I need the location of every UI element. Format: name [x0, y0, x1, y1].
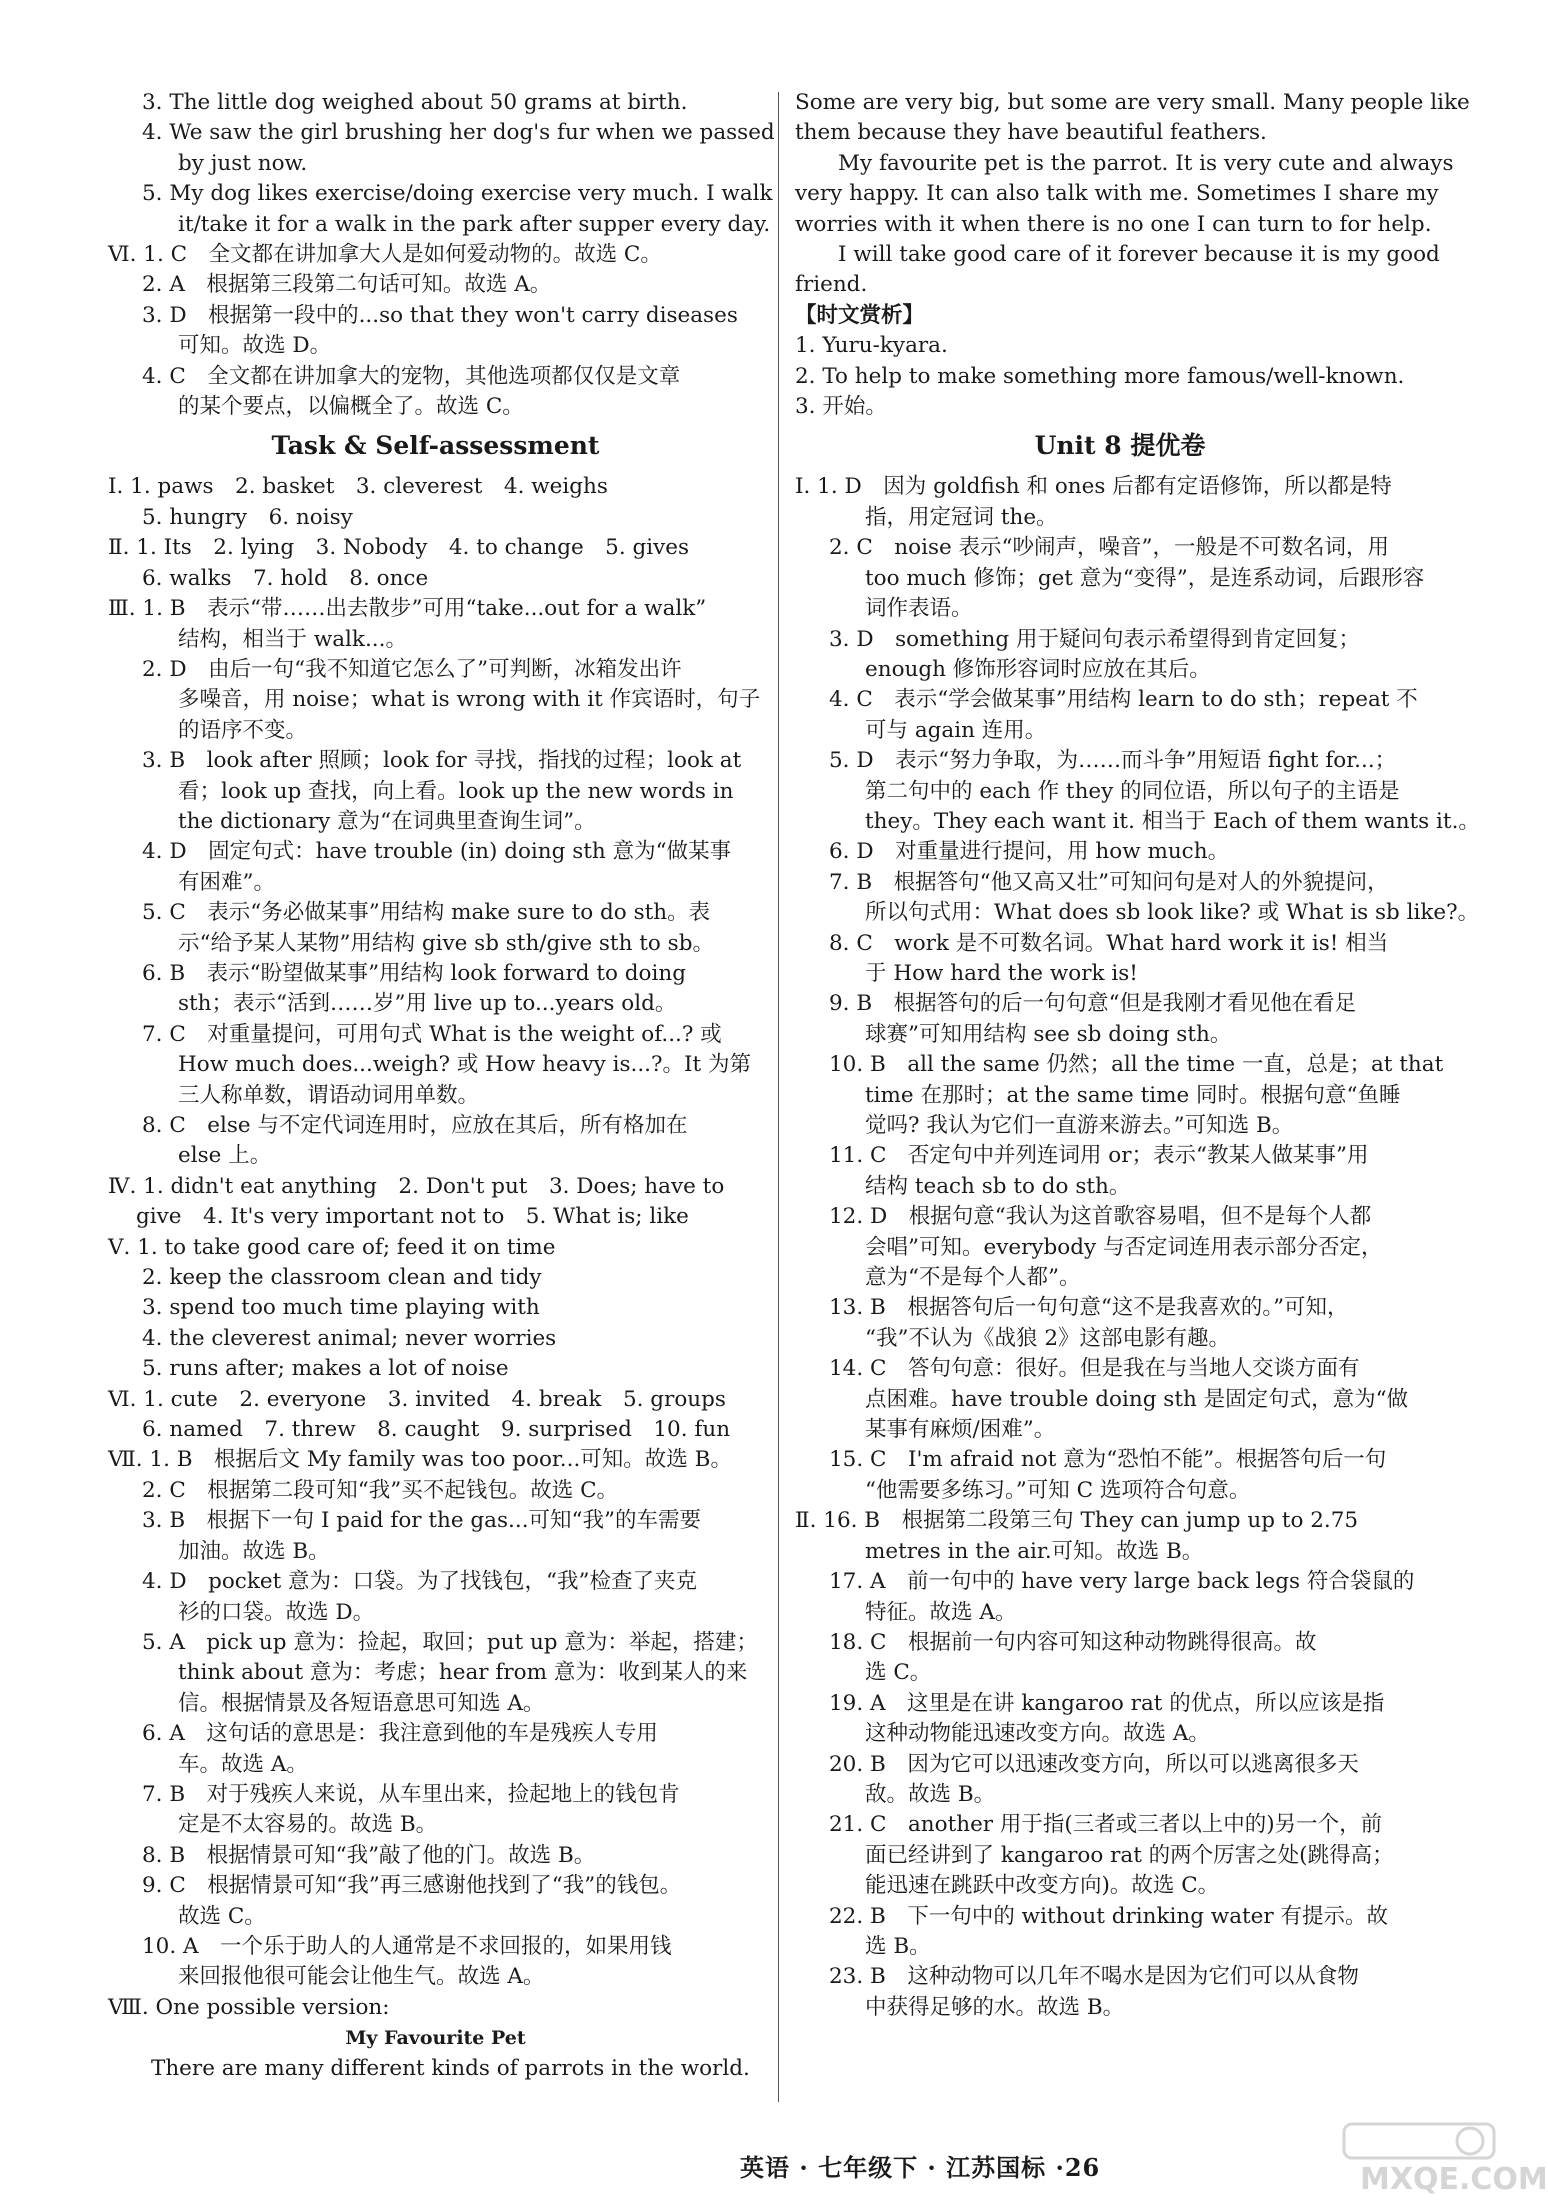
- right-line: 5. D 表示“努力争取，为……而斗争”用短语 fight for...；: [829, 748, 1397, 774]
- right-line: very happy. It can also talk with me. Sometimes I share my: [795, 181, 1439, 207]
- right-line: 结构 teach sb to do sth。: [865, 1173, 1131, 1199]
- left-line: 8. B 根据情景可知“我”敲了他的门。故选 B。: [142, 1842, 596, 1868]
- left-line: 定是不太容易的。故选 B。: [178, 1812, 438, 1838]
- right-line: 8. C work 是不可数名词。What hard work it is! 相当: [829, 930, 1389, 956]
- left-line: 2. A 根据第三段第二句话可知。故选 A。: [142, 272, 552, 298]
- right-line: 3. 开始。: [795, 394, 887, 420]
- right-line: they。They each want it. 相当于 Each of them wants it.。: [865, 808, 1480, 834]
- left-line: 4. We saw the girl brushing her dog's fur when we passed: [142, 120, 775, 146]
- right-line: 2. C noise 表示“吵闹声，噪音”，一般是不可数名词，用: [829, 535, 1390, 561]
- right-line: 12. D 根据句意“我认为这首歌容易唱，但不是每个人都: [829, 1204, 1372, 1230]
- right-line: Ⅱ. 16. B 根据第二段第三句 They can jump up to 2.75: [795, 1508, 1359, 1534]
- right-line: 10. B all the same 仍然；all the time 一直，总是；at that: [829, 1052, 1444, 1078]
- right-section-heading: Unit 8 提优卷: [1034, 431, 1206, 461]
- left-line: Ⅷ. One possible version:: [108, 1994, 390, 2020]
- left-line: 3. D 根据第一段中的...so that they won't carry diseases: [142, 302, 738, 328]
- left-line: Ⅵ. 1. C 全文都在讲加拿大人是如何爱动物的。故选 C。: [108, 242, 662, 268]
- left-line: 加油。故选 B。: [178, 1538, 330, 1564]
- right-line: 特征。故选 A。: [865, 1599, 1017, 1625]
- left-line: Ⅶ. 1. B 根据后文 My family was too poor...可知。故选 B。: [108, 1447, 732, 1473]
- right-line: 2. To help to make something more famous/well-known.: [795, 363, 1405, 389]
- left-line: 3. B 根据下一句 I paid for the gas...可知“我”的车需要: [142, 1508, 702, 1534]
- right-line: My favourite pet is the parrot. It is very cute and always: [838, 150, 1454, 176]
- right-line: 意为“不是每个人都”。: [865, 1265, 1081, 1291]
- left-line: 2. D 由后一句“我不知道它怎么了”可判断，冰箱发出许: [142, 656, 682, 682]
- left-line: 5. C 表示“务必做某事”用结构 make sure to do sth。表: [142, 900, 711, 926]
- left-line: 7. C 对重量提问，可用句式 What is the weight of...? 或: [142, 1021, 722, 1047]
- left-line: 三人称单数，谓语动词用单数。: [178, 1082, 480, 1108]
- right-line: 指，用定冠词 the。: [865, 504, 1058, 530]
- right-line: “他需要多练习。”可知 C 选项符合句意。: [865, 1477, 1251, 1503]
- left-line: 故选 C。: [178, 1903, 266, 1929]
- left-line: 6. named 7. threw 8. caught 9. surprised 10. fun: [142, 1417, 731, 1443]
- right-line: 1. Yuru-kyara.: [795, 333, 948, 359]
- left-line: 可知。故选 D。: [178, 333, 332, 359]
- right-line: 20. B 因为它可以迅速改变方向，所以可以逃离很多天: [829, 1751, 1359, 1777]
- left-line: Ⅴ. 1. to take good care of; feed it on time: [108, 1234, 556, 1260]
- right-line: them because they have beautiful feathers.: [795, 120, 1267, 146]
- left-line: 衫的口袋。故选 D。: [178, 1599, 375, 1625]
- right-line: 于 How hard the work is!: [865, 960, 1138, 986]
- right-line: 可与 again 连用。: [865, 717, 1047, 743]
- left-line: 6. A 这句话的意思是：我注意到他的车是残疾人专用: [142, 1721, 658, 1747]
- right-line: friend.: [795, 272, 868, 298]
- right-line: 第二句中的 each 作 they 的同位语，所以句子的主语是: [865, 778, 1400, 804]
- right-line: Some are very big, but some are very small. Many people like: [795, 90, 1470, 115]
- left-line: 7. B 对于残疾人来说，从车里出来，捡起地上的钱包肯: [142, 1781, 680, 1807]
- left-line: 4. D pocket 意为：口袋。为了找钱包，“我”检查了夹克: [142, 1569, 698, 1595]
- right-line: enough 修饰形容词时应放在其后。: [865, 656, 1211, 682]
- left-line: Ⅵ. 1. cute 2. everyone 3. invited 4. break 5. groups: [108, 1386, 726, 1412]
- left-line: 车。故选 A。: [178, 1751, 308, 1777]
- right-line: 觉吗? 我认为它们一直游来游去。”可知选 B。: [865, 1113, 1294, 1138]
- left-column: [108, 88, 775, 2084]
- right-line: 21. C another 用于指(三者或三者以上中的)另一个，前: [829, 1812, 1383, 1838]
- left-line: 看；look up 查找，向上看。look up the new words in: [178, 778, 734, 804]
- right-line: 词作表语。: [865, 596, 973, 622]
- left-line: 6. B 表示“盼望做某事”用结构 look forward to doing: [142, 960, 686, 986]
- left-line: 3. spend too much time playing with: [142, 1295, 540, 1321]
- left-line: 3. B look after 照顾；look for 寻找，指找的过程；look at: [142, 748, 742, 774]
- right-line: 面已经讲到了 kangaroo rat 的两个厉害之处(跳得高；: [865, 1842, 1394, 1868]
- right-line: 会唱”可知。everybody 与否定词连用表示部分否定，: [865, 1234, 1383, 1260]
- right-line: 6. D 对重量进行提问，用 how much。: [829, 839, 1230, 865]
- left-line: give 4. It's very important not to 5. What is; like: [136, 1204, 689, 1230]
- left-line: Ⅱ. 1. Its 2. lying 3. Nobody 4. to change 5. gives: [108, 535, 690, 561]
- left-line: 2. keep the classroom clean and tidy: [142, 1265, 542, 1291]
- right-line: 3. D something 用于疑问句表示希望得到肯定回复；: [829, 626, 1360, 652]
- right-line: 11. C 否定句中并列连词用 or；表示“教某人做某事”用: [829, 1143, 1369, 1169]
- left-line: 5. My dog likes exercise/doing exercise very much. I walk: [142, 181, 773, 207]
- left-line: Ⅲ. 1. B 表示“带……出去散步”可用“take...out for a walk”: [108, 596, 707, 622]
- left-line: the dictionary 意为“在词典里查询生词”。: [178, 808, 596, 834]
- left-line: 4. D 固定句式：have trouble (in) doing sth 意为“做某事: [142, 839, 732, 865]
- right-line: “我”不认为《战狼 2》这部电影有趣。: [865, 1325, 1230, 1351]
- right-line: I will take good care of it forever because it is my good: [838, 242, 1440, 268]
- left-line: 8. C else 与不定代词连用时，应放在其后，所有格加在: [142, 1113, 688, 1138]
- right-line: 选 B。: [865, 1933, 931, 1959]
- left-line: else 上。: [178, 1143, 272, 1169]
- left-line: 5. runs after; makes a lot of noise: [142, 1356, 509, 1382]
- left-line: 信。根据情景及各短语意思可知选 A。: [178, 1690, 545, 1716]
- left-line: There are many different kinds of parrots in the world.: [151, 2055, 750, 2081]
- right-line: 17. A 前一句中的 have very large back legs 符合袋鼠的: [829, 1569, 1415, 1595]
- left-line: 多噪音，用 noise；what is wrong with it 作宾语时，句子: [178, 687, 761, 713]
- left-line: 5. A pick up 意为：捡起，取回；put up 意为：举起，搭建；: [142, 1629, 758, 1655]
- right-line: 15. C I'm afraid not 意为“恐怕不能”。根据答句后一句: [829, 1447, 1387, 1473]
- right-column: [795, 88, 1480, 2023]
- right-line: 点困难。have trouble doing sth 是固定句式，意为“做: [865, 1386, 1409, 1412]
- right-line: 23. B 这种动物可以几年不喝水是因为它们可以从食物: [829, 1964, 1359, 1990]
- left-line: How much does...weigh? 或 How heavy is...?。It 为第: [178, 1052, 752, 1078]
- left-line: 2. C 根据第二段可知“我”买不起钱包。故选 C。: [142, 1477, 619, 1503]
- left-line: 3. The little dog weighed about 50 grams at birth.: [142, 90, 688, 115]
- left-line: 4. the cleverest animal; never worries: [142, 1325, 557, 1351]
- left-line: sth；表示“活到……岁”用 live up to...years old。: [178, 991, 677, 1017]
- right-section-tag: 【时文赏析】: [795, 302, 925, 328]
- left-line: 结构，相当于 walk...。: [178, 626, 407, 652]
- left-line: it/take it for a walk in the park after supper every day.: [178, 211, 771, 237]
- right-line: 能迅速在跳跃中改变方向)。故选 C。: [865, 1873, 1220, 1899]
- left-essay-title: My Favourite Pet: [345, 2027, 526, 2050]
- left-line: 6. walks 7. hold 8. once: [142, 565, 429, 591]
- right-line: time 在那时；at the same time 同时。根据句意“鱼睡: [865, 1082, 1401, 1108]
- watermark-logo: [1340, 2120, 1548, 2200]
- left-line: 9. C 根据情景可知“我”再三感谢他找到了“我”的钱包。: [142, 1873, 682, 1899]
- left-line: Ⅳ. 1. didn't eat anything 2. Don't put 3. Does; have to: [108, 1173, 725, 1199]
- left-line: 示“给予某人某物”用结构 give sb sth/give sth to sb。: [178, 930, 714, 956]
- right-line: too much 修饰；get 意为“变得”，是连系动词，后跟形容: [865, 565, 1425, 591]
- left-section-heading: Task & Self-assessment: [271, 431, 600, 461]
- right-line: 22. B 下一句中的 without drinking water 有提示。故: [829, 1903, 1389, 1929]
- watermark-text: MXQE.COM: [1360, 2162, 1548, 2197]
- column-divider: [778, 92, 779, 2102]
- right-line: 9. B 根据答句的后一句句意“但是我刚才看见他在看足: [829, 991, 1357, 1017]
- right-line: 这种动物能迅速改变方向。故选 A。: [865, 1721, 1210, 1747]
- right-line: 13. B 根据答句后一句句意“这不是我喜欢的。”可知，: [829, 1295, 1349, 1321]
- right-line: 选 C。: [865, 1660, 932, 1686]
- right-line: 中获得足够的水。故选 B。: [865, 1994, 1125, 2020]
- page-footer: 英语 · 七年级下 · 江苏国标 ·26: [740, 2153, 1101, 2182]
- right-line: 14. C 答句句意：很好。但是我在与当地人交谈方面有: [829, 1356, 1360, 1382]
- left-line: 5. hungry 6. noisy: [142, 504, 353, 530]
- left-line: 的语序不变。: [178, 717, 308, 743]
- right-line: 球赛”可知用结构 see sb doing sth。: [865, 1021, 1232, 1047]
- left-line: by just now.: [178, 150, 308, 176]
- right-line: metres in the air.可知。故选 B。: [865, 1538, 1204, 1564]
- right-line: 18. C 根据前一句内容可知这种动物跳得很高。故: [829, 1629, 1317, 1655]
- left-line: 4. C 全文都在讲加拿大的宠物，其他选项都仅仅是文章: [142, 363, 681, 389]
- left-line: 10. A 一个乐于助人的人通常是不求回报的，如果用钱: [142, 1933, 672, 1959]
- right-line: 所以句式用：What does sb look like? 或 What is sb like?。: [865, 900, 1480, 926]
- right-line: 敌。故选 B。: [865, 1781, 996, 1807]
- left-line: Ⅰ. 1. paws 2. basket 3. cleverest 4. weighs: [108, 474, 608, 500]
- left-line: 来回报他很可能会让他生气。故选 A。: [178, 1964, 545, 1990]
- right-line: 4. C 表示“学会做某事”用结构 learn to do sth；repeat 不: [829, 687, 1418, 713]
- right-line: 7. B 根据答句“他又高又壮”可知问句是对人的外貌提问，: [829, 869, 1389, 895]
- left-line: 的某个要点，以偏概全了。故选 C。: [178, 394, 524, 420]
- left-line: 有困难”。: [178, 869, 275, 895]
- right-line: Ⅰ. 1. D 因为 goldfish 和 ones 后都有定语修饰，所以都是特: [795, 474, 1392, 500]
- left-line: think about 意为：考虑；hear from 意为：收到某人的来: [178, 1660, 748, 1686]
- right-line: worries with it when there is no one I can turn to for help.: [795, 211, 1432, 237]
- right-line: 19. A 这里是在讲 kangaroo rat 的优点，所以应该是指: [829, 1690, 1385, 1716]
- right-line: 某事有麻烦/困难”。: [865, 1417, 1056, 1443]
